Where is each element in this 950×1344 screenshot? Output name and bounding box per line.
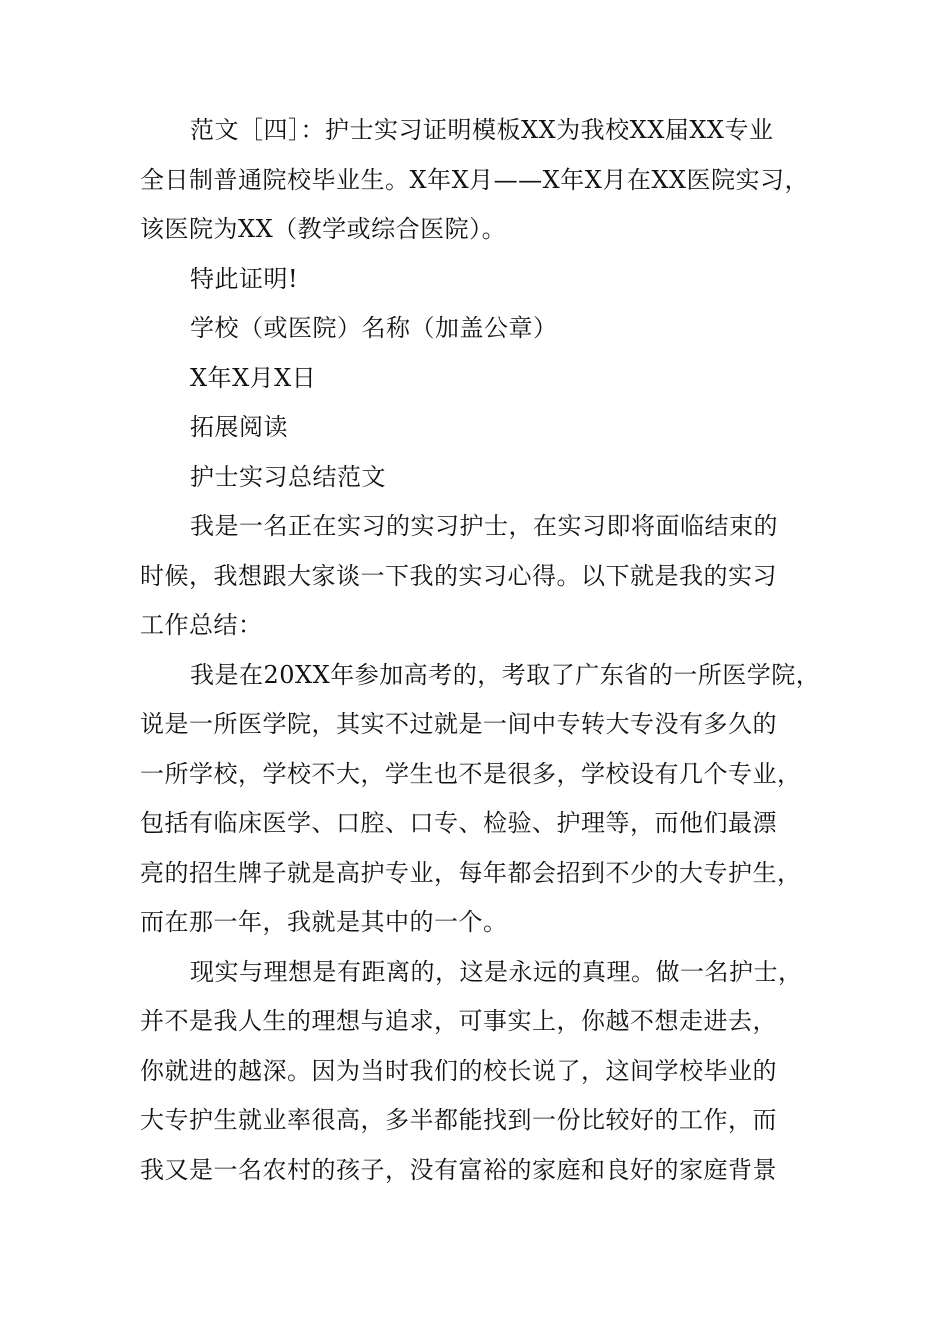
text-line: 你就进的越深。因为当时我们的校长说了，这间学校毕业的 [140, 1056, 777, 1085]
text-line: 特此证明! [190, 264, 299, 293]
text-line: 时候，我想跟大家谈一下我的实习心得。以下就是我的实习 [140, 561, 777, 590]
section-heading: 拓展阅读 [190, 413, 288, 441]
text-line: 我又是一名农村的孩子，没有富裕的家庭和良好的家庭背景 [140, 1155, 777, 1184]
text-line: 亮的招生牌子就是高护专业，每年都会招到不少的大专护生， [140, 858, 802, 887]
text-line: 包括有临床医学、口腔、口专、检验、护理等，而他们最漂 [140, 809, 777, 837]
text-line: 该医院为XX（教学或综合医院）。 [140, 215, 507, 243]
text-line: 大专护生就业率很高，多半都能找到一份比较好的工作，而 [140, 1106, 777, 1134]
text-line: 一所学校，学校不大，学生也不是很多，学校设有几个专业， [140, 759, 802, 788]
text-line: 工作总结： [140, 611, 263, 639]
text-line: 全日制普通院校毕业生。X年X月——X年X月在XX医院实习， [140, 165, 810, 194]
text-line: 我是在20XX年参加高考的，考取了广东省的一所医学院， [190, 660, 821, 689]
text-line: 学校（或医院）名称（加盖公章） [190, 314, 558, 342]
text-line: 说是一所医学院，其实不过就是一间中专转大专没有多久的 [140, 710, 777, 738]
text-line: 范文［四］：护士实习证明模板XX为我校XX届XX专业 [190, 116, 774, 144]
text-line: X年X月X日 [190, 363, 317, 392]
text-line: 而在那一年，我就是其中的一个。 [140, 908, 508, 936]
text-line: 现实与理想是有距离的，这是永远的真理。做一名护士， [190, 957, 803, 986]
text-line: 并不是我人生的理想与追求，可事实上，你越不想走进去， [140, 1007, 777, 1035]
text-line: 我是一名正在实习的实习护士，在实习即将面临结束的 [190, 512, 778, 540]
section-heading: 护士实习总结范文 [190, 462, 386, 491]
document-body [140, 106, 840, 1195]
